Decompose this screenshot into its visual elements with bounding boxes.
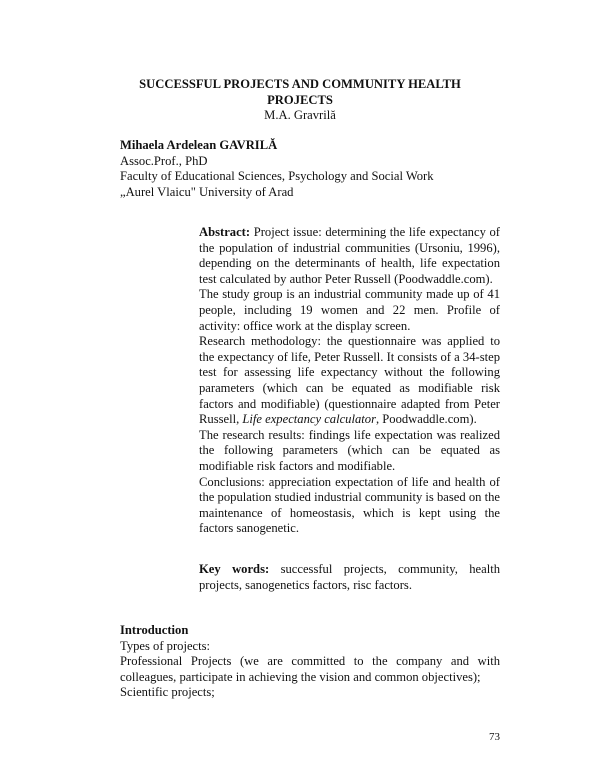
introduction-line-2: Professional Projects (we are committed to the company and with colleagues, participate in achieving the vision and common objectives);: [120, 654, 500, 684]
keywords-label: Key words:: [199, 562, 270, 576]
abstract-text-3b: , Poodwaddle.com).: [375, 412, 477, 427]
introduction-line-1: Types of projects:: [120, 638, 211, 653]
abstract-paragraph-2: The study group is an industrial community made up of 41 people, including 19 women and 22 men. Profile of activity: office work at the display screen.: [199, 287, 500, 333]
keywords-section: [199, 562, 500, 593]
abstract-section: [199, 225, 500, 537]
paper-title: SUCCESSFUL PROJECTS AND COMMUNITY HEALTH PROJECTS: [139, 77, 461, 107]
author-name: Mihaela Ardelean GAVRILĂ: [120, 138, 278, 152]
author-university: „Aurel Vlaicu" University of Arad: [120, 184, 294, 199]
abstract-text-1: Project issue: determining the life expectancy of the population of industrial communities (Ursoniu, 1996), depending on the determinants of health, life expectation test calculated by author Peter Russell (Poodwaddle.com).: [199, 225, 500, 286]
introduction-heading: Introduction: [120, 623, 189, 637]
keywords-paragraph: [199, 562, 500, 593]
introduction-line-3: Scientific projects;: [120, 685, 215, 700]
keywords-text: successful projects, community, health projects, sanogenetics factors, risc factors.: [199, 562, 501, 592]
author-faculty: Faculty of Educational Sciences, Psychology and Social Work: [120, 169, 434, 184]
abstract-text-3-italic: Life expectancy calculator: [242, 412, 376, 427]
abstract-paragraph-4: The research results: findings life expectation was realized the following parameters (which can be equated as modifiable risk factors and modifiable.: [199, 427, 500, 473]
author-position: Assoc.Prof., PhD: [120, 153, 208, 168]
title-author: M.A. Gravrilă: [264, 108, 336, 122]
author-block: [120, 138, 500, 200]
abstract-label: Abstract:: [199, 225, 251, 239]
introduction-section: [120, 623, 500, 701]
abstract-paragraph-1: [199, 225, 500, 287]
abstract-paragraph-5: Conclusions: appreciation expectation of life and health of the population studied industrial community is based on the maintenance of homeostasis, which is kept using the factors sanogenetic.: [199, 474, 500, 536]
abstract-paragraph-3: [199, 334, 500, 428]
page-number: 73: [489, 731, 500, 743]
abstract-text-3a: Research methodology: the questionnaire was applied to the expectancy of life, Peter Russell. It consists of a 34-step test for assessing life expectancy without the following parameters (which can be equated as modifiable risk factors and modifiable) (questionnaire adapted from Peter Russell,: [199, 334, 500, 427]
